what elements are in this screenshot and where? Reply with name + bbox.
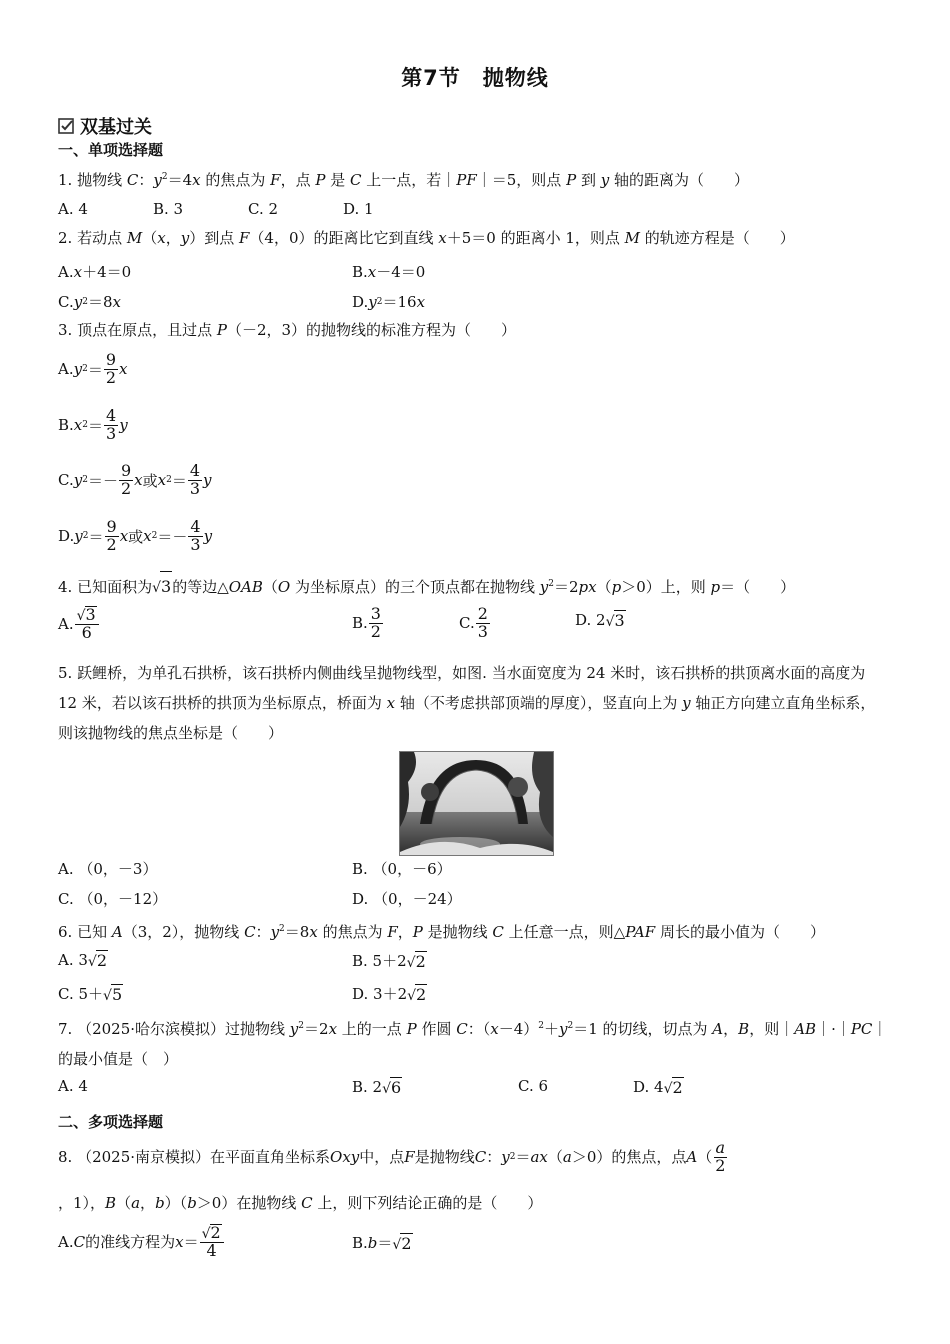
q4-option-c: C. $\frac{2}{3}$ — [459, 604, 488, 641]
question-7-stem: 7. （2025·哈尔滨模拟）过抛物线 $y^2=2x$ 上的一点 P 作圆 C：$(x-4)^2+y^2=1$ 的切线，切点为 A，B，则｜AB｜·｜PC｜的最小值是（ ） — [58, 1020, 888, 1068]
q4-option-a: A. √ 3 6 — [58, 606, 100, 642]
checkbox-checked-icon — [58, 118, 74, 134]
question-5-stem: 5. 跃鲤桥，为单孔石拱桥，该石拱桥内侧曲线呈抛物线型，如图. 当水面宽度为 24 米时，该石拱桥的拱顶离水面的高度为 12 米，若以该石拱桥的拱顶为坐标原点，桥面为 x 轴（不考虑拱部顶端的厚度），竖直向上为 y 轴正方向建立直角坐标系，则该抛物线的焦点坐标是（ ） — [58, 664, 876, 742]
q4-option-d: D. 2 √ 3 — [575, 611, 625, 630]
q5-option-c: C. （0，－12） — [58, 890, 168, 908]
section-heading-multi-choice: 二、多项选择题 — [58, 1113, 164, 1131]
q6-option-b: B. 5＋2 √ 2 — [352, 951, 426, 971]
q3-option-d: D. y 2 ＝ $\frac{9}{2}$ x 或 x 2 ＝－ $\frac{4}{3}$ y — [58, 517, 213, 554]
q8-option-b: B. b ＝ √ 2 — [352, 1233, 412, 1253]
stone-arch-bridge-photo — [399, 751, 554, 856]
section-heading-main-text: 双基过关 — [80, 117, 152, 138]
q7-option-d: D. 4 √ 2 — [633, 1078, 683, 1097]
question-8-stem-line-1: 8. （2025·南京模拟）在平面直角坐标系 Oxy 中，点 F 是抛物线 C ： y 2 ＝ ax （ a ＞0）的焦点，点 A （ $\frac{a}{2}$ — [58, 1138, 726, 1175]
q7-option-c: C. 6 — [518, 1077, 549, 1095]
q6-option-d: D. 3＋2 √ 2 — [352, 984, 427, 1004]
q7-option-b: B. 2 √ 6 — [352, 1078, 402, 1097]
q6-option-a: A. 3 √ 2 — [58, 951, 108, 970]
q2-option-a: A. x ＋4＝0 — [58, 262, 132, 281]
q1-option-c: C. 2 — [248, 200, 279, 218]
q1-option-a: A. 4 — [58, 200, 88, 218]
section-heading-main — [58, 113, 152, 139]
question-2-stem: 2. 若动点 M（x，y）到点 F（4，0）的距离比它到直线 x＋5＝0 的距离小 1，则点 M 的轨迹方程是（ ） — [58, 229, 795, 247]
question-4-stem: 4. 已知面积为 √ 3 的等边△OAB（O 为坐标原点）的三个顶点都在抛物线 $y^2=2px(p>0)$上，则 p＝（ ） — [58, 569, 888, 603]
question-3-stem: 3. 顶点在原点，且过点 P（－2，3）的抛物线的标准方程为（ ） — [58, 321, 517, 339]
q5-option-d: D. （0，－24） — [352, 890, 462, 908]
q1-option-b: B. 3 — [153, 200, 184, 218]
question-8-stem-line-2: ，1），B（a，b）（b＞0）在抛物线 C 上，则下列结论正确的是（ ） — [58, 1194, 543, 1212]
q8-option-a: A. C 的准线方程为 x ＝ √ 2 4 — [58, 1224, 225, 1260]
question-6-stem: 6. 已知 A（3，2），抛物线 C：$y^2=8x$ 的焦点为 F，P 是抛物线 C 上任意一点，则△PAF 周长的最小值为（ ） — [58, 923, 825, 941]
q2-option-d: D. y 2 ＝16 x — [352, 292, 426, 311]
q5-option-b: B. （0，－6） — [352, 860, 452, 878]
q3-option-c: C. y 2 ＝－ $\frac{9}{2}$ x 或 x 2 ＝ $\frac{4}{3}$ y — [58, 461, 212, 498]
q4-option-b: B. $\frac{3}{2}$ — [352, 604, 381, 641]
q2-option-c: C. y 2 ＝8 x — [58, 292, 121, 311]
q2-option-b: B. x －4＝0 — [352, 262, 426, 281]
q5-option-a: A. （0，－3） — [58, 860, 158, 878]
q7-option-a: A. 4 — [58, 1077, 88, 1095]
q6-option-c: C. 5＋ √ 5 — [58, 984, 123, 1004]
section-heading-single-choice: 一、单项选择题 — [58, 141, 164, 159]
q3-option-a: A. y 2 ＝ $\frac{9}{2}$ x — [58, 350, 128, 387]
q3-option-b: B. x 2 ＝ $\frac{4}{3}$ y — [58, 406, 128, 443]
page-title: 第7节 抛物线 — [401, 66, 549, 90]
question-1-stem: 1. 抛物线 C：$y^2=4x$ 的焦点为 F，点 P 是 C 上一点，若｜PF｜＝5，则点 P 到 y 轴的距离为（ ） — [58, 171, 749, 189]
q1-option-d: D. 1 — [343, 200, 374, 218]
